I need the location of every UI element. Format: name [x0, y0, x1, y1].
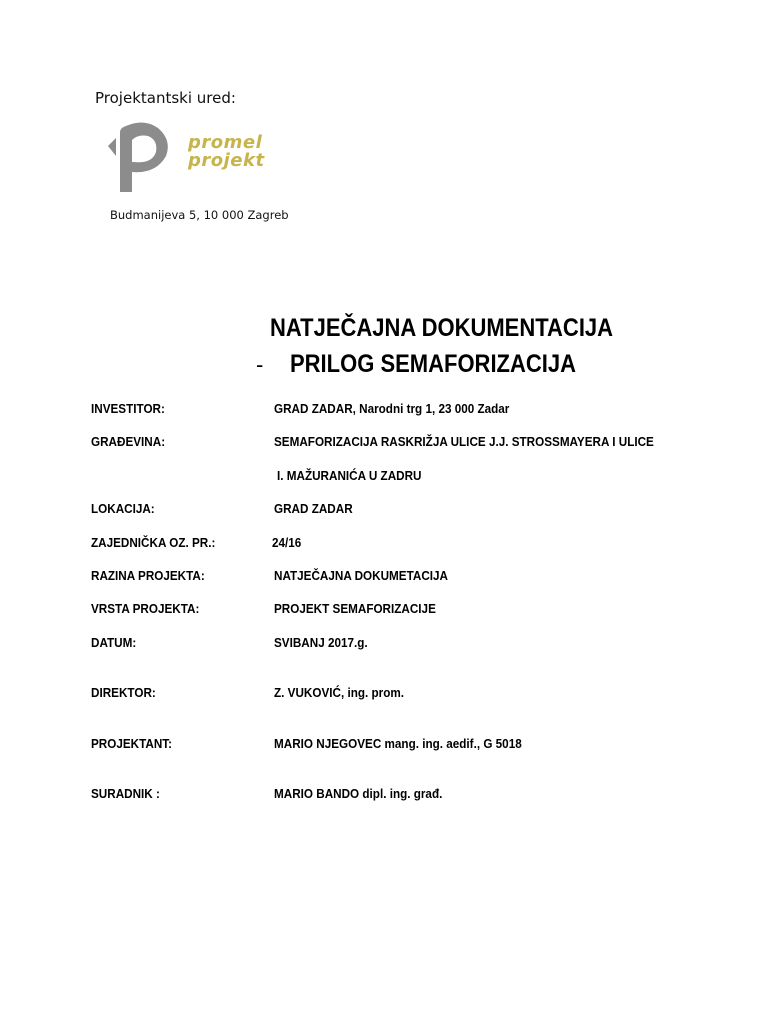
field-row-gradevina — [0, 434, 768, 452]
field-row-lokacija — [0, 501, 768, 519]
field-label: DATUM: — [91, 635, 137, 650]
field-label: SURADNIK : — [91, 786, 160, 801]
field-value: SVIBANJ 2017.g. — [274, 635, 368, 650]
logo-p-mark-icon — [104, 116, 184, 198]
field-row-zajednicka-oz — [0, 535, 768, 553]
field-row-investitor — [0, 401, 768, 419]
field-row-projektant — [0, 736, 768, 754]
field-label: LOKACIJA: — [91, 501, 155, 516]
document-subtitle: PRILOG SEMAFORIZACIJA — [290, 350, 577, 378]
field-label: DIREKTOR: — [91, 685, 156, 700]
field-value: Z. VUKOVIĆ, ing. prom. — [274, 685, 405, 700]
field-row-razina-projekta — [0, 568, 768, 586]
office-address: Budmanijeva 5, 10 000 Zagreb — [110, 208, 289, 222]
field-row-vrsta-projekta — [0, 601, 768, 619]
field-value: MARIO NJEGOVEC mang. ing. aedif., G 5018 — [274, 736, 522, 751]
field-value: SEMAFORIZACIJA RASKRIŽJA ULICE J.J. STROSSMAYERA I ULICE — [274, 434, 654, 449]
field-row-suradnik — [0, 786, 768, 804]
field-label: VRSTA PROJEKTA: — [91, 601, 200, 616]
field-value: 24/16 — [272, 535, 302, 550]
field-label: GRAĐEVINA: — [91, 434, 166, 449]
field-value: GRAD ZADAR, Narodni trg 1, 23 000 Zadar — [274, 401, 510, 416]
field-value: MARIO BANDO dipl. ing. građ. — [274, 786, 443, 801]
field-label: ZAJEDNIČKA OZ. PR.: — [91, 535, 216, 550]
company-logo — [104, 116, 274, 198]
field-value: PROJEKT SEMAFORIZACIJE — [274, 601, 436, 616]
field-value: I. MAŽURANIĆA U ZADRU — [277, 468, 422, 483]
title-dash: - — [256, 352, 264, 377]
document-title: NATJEČAJNA DOKUMENTACIJA — [270, 314, 614, 342]
field-row-direktor — [0, 685, 768, 703]
field-value: NATJEČAJNA DOKUMETACIJA — [274, 568, 448, 583]
field-row-datum — [0, 635, 768, 653]
field-value: GRAD ZADAR — [274, 501, 353, 516]
field-label: RAZINA PROJEKTA: — [91, 568, 205, 583]
logo-text-promel: promel — [188, 132, 263, 153]
field-label: PROJEKTANT: — [91, 736, 173, 751]
field-label: INVESTITOR: — [91, 401, 165, 416]
field-row-gradevina-cont — [0, 468, 768, 486]
logo-text-projekt: projekt — [188, 150, 265, 171]
office-label: Projektantski ured: — [95, 89, 236, 107]
